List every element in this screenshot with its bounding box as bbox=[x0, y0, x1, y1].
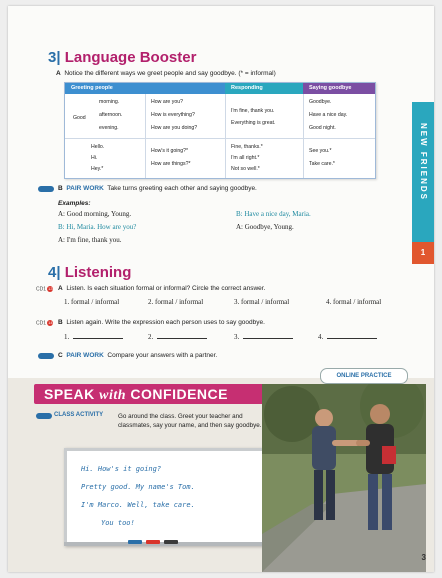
blank-number: 1. bbox=[64, 333, 70, 341]
blank-number: 3. bbox=[234, 333, 240, 341]
class-activity-icon bbox=[36, 413, 52, 419]
speak-title-part3: CONFIDENCE bbox=[130, 386, 228, 402]
listening-a-text: Listen. Is each situation formal or informal? Circle the correct answer. bbox=[66, 285, 266, 292]
divider bbox=[65, 138, 375, 139]
example-line: B: Have a nice day, Maria. bbox=[236, 210, 311, 218]
examples-label: Examples: bbox=[58, 200, 91, 207]
example-line: A: Goodbye, Young. bbox=[236, 223, 294, 231]
track-number: 14 bbox=[48, 320, 53, 325]
listening-c-text: Compare your answers with a partner. bbox=[107, 352, 218, 359]
answer-blank-2[interactable] bbox=[148, 332, 207, 341]
header-responding: Responding bbox=[225, 83, 303, 94]
cell-take-care: Take care.* bbox=[309, 161, 335, 167]
example-line: A: Good morning, Young. bbox=[58, 210, 132, 218]
marker-icon bbox=[128, 540, 142, 544]
instruction-text: Notice the different ways we greet people and say goodbye. (* = informal) bbox=[64, 70, 276, 77]
cd-track-13[interactable] bbox=[36, 286, 53, 292]
instruction-letter-c: C bbox=[58, 352, 63, 359]
header-greeting-people: Greeting people bbox=[65, 83, 225, 94]
section-3-title bbox=[48, 49, 196, 66]
instruction-letter-b: B bbox=[58, 319, 63, 326]
cell-hey: Hey.* bbox=[91, 166, 104, 172]
listening-c-instruction bbox=[58, 352, 217, 359]
cell-how-are-things: How are things?* bbox=[151, 161, 191, 167]
pair-work-icon bbox=[38, 353, 54, 359]
page-number: 3 bbox=[421, 553, 426, 562]
cell-good-night: Good night. bbox=[309, 125, 336, 131]
cell-im-fine: I'm fine, thank you. bbox=[231, 108, 275, 114]
cell-not-so-well: Not so well.* bbox=[231, 166, 260, 172]
blank-line bbox=[157, 332, 207, 339]
cd-label: CD1 bbox=[36, 320, 47, 327]
answer-blank-1[interactable] bbox=[64, 332, 123, 341]
blank-line bbox=[73, 332, 123, 339]
header-saying-goodbye: Saying goodbye bbox=[303, 83, 375, 94]
choice-2[interactable]: 2. formal / informal bbox=[148, 298, 204, 306]
section-4-title bbox=[48, 264, 131, 281]
instruction-letter-b: B bbox=[58, 185, 63, 192]
cell-morning: morning. bbox=[99, 99, 120, 105]
marker-icon bbox=[146, 540, 160, 544]
greetings-table bbox=[64, 82, 376, 179]
example-line: A: I'm fine, thank you. bbox=[58, 236, 122, 244]
cell-good: Good bbox=[73, 115, 86, 121]
section-3-number: 3| bbox=[48, 49, 61, 66]
cd-label: CD1 bbox=[36, 286, 47, 293]
instruction-letter-a: A bbox=[58, 285, 63, 292]
board-line: I'm Marco. Well, take care. bbox=[81, 501, 195, 509]
divider bbox=[145, 94, 146, 178]
online-practice-badge[interactable]: ONLINE PRACTICE bbox=[320, 368, 408, 384]
cell-nice-day: Have a nice day. bbox=[309, 112, 348, 118]
choice-1[interactable]: 1. formal / informal bbox=[64, 298, 120, 306]
board-line: Pretty good. My name's Tom. bbox=[81, 483, 195, 491]
cell-afternoon: afternoon. bbox=[99, 112, 123, 118]
answer-blank-3[interactable] bbox=[234, 332, 293, 341]
cell-hi: Hi. bbox=[91, 155, 98, 161]
listening-b-text: Listen again. Write the expression each person uses to say goodbye. bbox=[66, 319, 265, 326]
cell-see-you: See you.* bbox=[309, 148, 332, 154]
cell-all-right: I'm all right.* bbox=[231, 155, 260, 161]
students-handshake-photo bbox=[262, 384, 426, 572]
cell-how-are-you-doing: How are you doing? bbox=[151, 125, 198, 131]
divider bbox=[225, 94, 226, 178]
pair-work-tag: PAIR WORK bbox=[66, 185, 104, 192]
choice-3[interactable]: 3. formal / informal bbox=[234, 298, 290, 306]
speak-with-confidence-banner bbox=[34, 384, 296, 404]
cell-how-is-everything: How is everything? bbox=[151, 112, 195, 118]
cell-goodbye: Goodbye. bbox=[309, 99, 332, 105]
cell-everything-great: Everything is great. bbox=[231, 120, 276, 126]
track-number: 13 bbox=[48, 286, 53, 291]
blank-number: 2. bbox=[148, 333, 154, 341]
speak-title-part2: with bbox=[99, 388, 127, 403]
blank-number: 4. bbox=[318, 333, 324, 341]
blank-line bbox=[327, 332, 377, 339]
example-line: B: Hi, Maria. How are you? bbox=[58, 223, 137, 231]
pair-work-tag: PAIR WORK bbox=[66, 352, 104, 359]
section-3-title-text: Language Booster bbox=[64, 49, 197, 66]
cell-evening: evening. bbox=[99, 125, 119, 131]
section-3-instruction bbox=[56, 70, 276, 77]
divider bbox=[303, 94, 304, 178]
cell-hello: Hello. bbox=[91, 144, 105, 150]
cell-how-are-you: How are you? bbox=[151, 99, 184, 105]
speak-title-part1: SPEAK bbox=[44, 386, 95, 402]
listening-a-instruction bbox=[58, 285, 265, 292]
speak-instruction: Go around the class. Greet your teacher and classmates, say your name, and then say goodbye. bbox=[118, 413, 262, 429]
answer-blank-4[interactable] bbox=[318, 332, 377, 341]
cd-track-14[interactable] bbox=[36, 320, 53, 326]
section-4-number: 4| bbox=[48, 264, 61, 281]
class-activity-tag: CLASS ACTIVITY bbox=[54, 412, 104, 418]
textbook-page bbox=[8, 6, 434, 572]
pair-work-instruction bbox=[58, 185, 257, 192]
photo-illustration bbox=[262, 384, 426, 572]
board-line: Hi. How's it going? bbox=[81, 465, 162, 473]
section-4-title-text: Listening bbox=[64, 264, 132, 281]
choice-4[interactable]: 4. formal / informal bbox=[326, 298, 382, 306]
pair-work-icon bbox=[38, 186, 54, 192]
unit-number: 1 bbox=[412, 242, 434, 264]
pair-work-text: Take turns greeting each other and saying goodbye. bbox=[107, 185, 257, 192]
cell-fine-thanks: Fine, thanks.* bbox=[231, 144, 263, 150]
cell-hows-it-going: How's it going?* bbox=[151, 148, 189, 154]
board-line: You too! bbox=[101, 519, 135, 527]
blank-line bbox=[243, 332, 293, 339]
instruction-letter-a: A bbox=[56, 70, 61, 77]
whiteboard bbox=[64, 448, 266, 546]
unit-side-tab-label: NEW FRIENDS bbox=[419, 123, 428, 201]
marker-icon bbox=[164, 540, 178, 544]
listening-b-instruction bbox=[58, 319, 265, 326]
